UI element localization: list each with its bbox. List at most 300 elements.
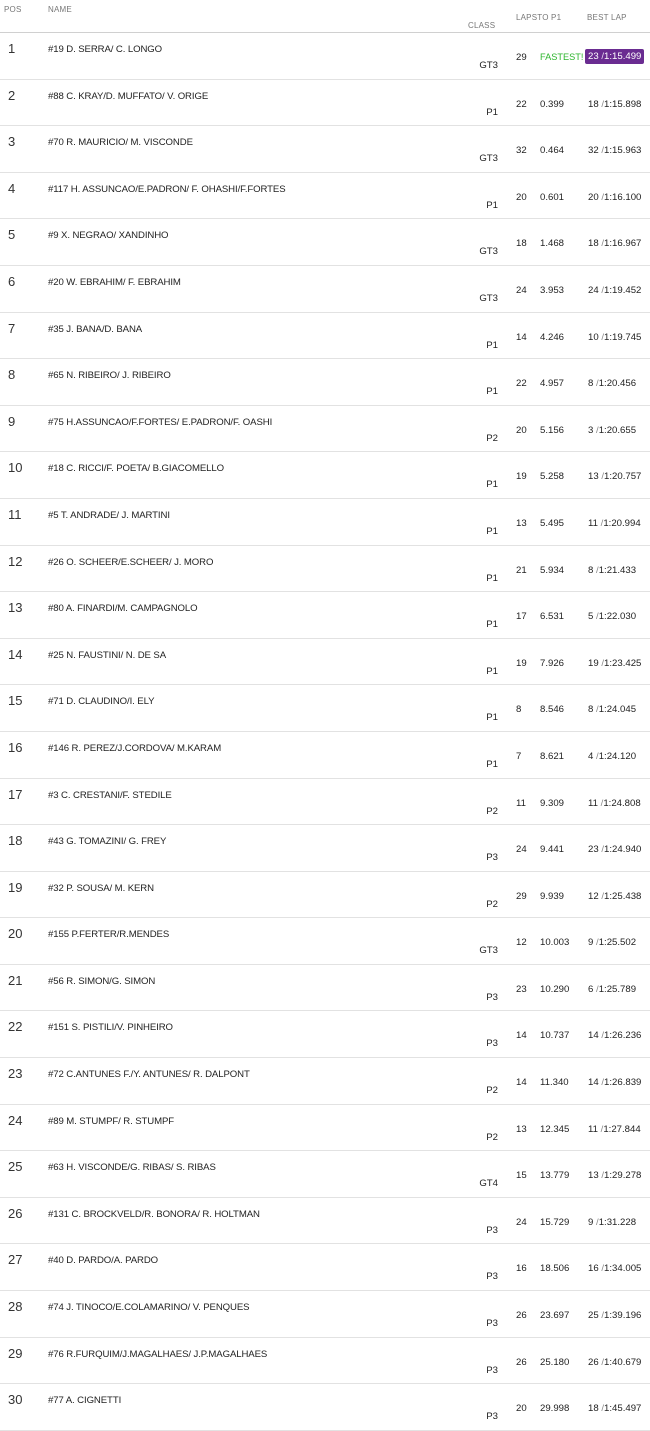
best-lap-time: 1:19.745 — [604, 331, 642, 343]
class-cell: P1 — [486, 339, 498, 351]
driver-names-cell: #32 P. SOUSA/ M. KERN — [48, 882, 154, 894]
best-lap-cell — [588, 518, 641, 529]
table-row[interactable] — [0, 313, 650, 360]
table-header — [0, 0, 650, 33]
best-lap-separator: / — [601, 657, 605, 669]
best-lap-number: 14 — [588, 1030, 599, 1042]
driver-names-cell: #74 J. TINOCO/E.COLAMARINO/ V. PENQUES — [48, 1302, 250, 1314]
best-lap-separator: / — [601, 238, 605, 250]
class-cell: P2 — [486, 1085, 498, 1097]
position-cell: 5 — [8, 227, 16, 243]
best-lap-separator: / — [601, 284, 605, 296]
best-lap-cell — [588, 1403, 641, 1414]
best-lap-number: 11 — [588, 517, 598, 529]
table-row[interactable] — [0, 219, 650, 266]
table-row[interactable] — [0, 685, 650, 732]
laps-cell: 14 — [516, 1030, 527, 1042]
best-lap-time: 1:20.994 — [603, 517, 641, 529]
laps-cell: 13 — [516, 517, 527, 529]
class-cell: P1 — [486, 106, 498, 118]
position-cell: 13 — [8, 600, 23, 616]
gap-to-p1-cell: 7.926 — [540, 657, 565, 669]
best-lap-number: 8 — [588, 704, 594, 716]
best-lap-separator: / — [601, 1403, 605, 1415]
class-cell: P2 — [486, 805, 498, 817]
table-row[interactable] — [0, 779, 650, 826]
driver-names-cell: #63 H. VISCONDE/G. RIBAS/ S. RIBAS — [48, 1162, 216, 1174]
best-lap-cell — [588, 1310, 641, 1321]
class-cell: P1 — [486, 712, 498, 724]
gap-to-p1-cell: 1.468 — [540, 238, 565, 250]
class-cell: P3 — [486, 1318, 498, 1330]
best-lap-cell — [588, 798, 641, 809]
laps-cell: 29 — [516, 52, 527, 63]
laps-cell: 20 — [516, 1403, 527, 1415]
best-lap-time: 1:24.940 — [604, 844, 642, 856]
class-cell: GT3 — [479, 246, 498, 258]
driver-names-cell: #40 D. PARDO/A. PARDO — [48, 1255, 159, 1267]
header-pos: POS — [4, 5, 22, 14]
gap-to-p1-cell: 5.258 — [540, 471, 565, 483]
best-lap-separator: / — [601, 51, 605, 62]
driver-names-cell: #20 W. EBRAHIM/ F. EBRAHIM — [48, 276, 181, 288]
table-row[interactable] — [0, 33, 650, 80]
best-lap-time: 1:20.655 — [598, 424, 637, 436]
best-lap-number: 12 — [588, 890, 599, 902]
laps-cell: 8 — [516, 704, 522, 716]
best-lap-separator: / — [596, 750, 599, 762]
best-lap-cell — [588, 1357, 641, 1368]
driver-names-cell: #18 C. RICCI/F. POETA/ B.GIACOMELLO — [48, 463, 224, 475]
class-cell: GT3 — [479, 945, 498, 957]
best-lap-cell — [588, 844, 641, 855]
best-lap-number: 23 — [588, 844, 599, 856]
table-row[interactable] — [0, 639, 650, 686]
table-row[interactable] — [0, 918, 650, 965]
best-lap-separator: / — [601, 1356, 605, 1368]
best-lap-time: 1:15.499 — [604, 51, 642, 62]
gap-to-p1-cell: 11.340 — [540, 1077, 569, 1089]
best-lap-time: 1:45.497 — [604, 1403, 642, 1415]
laps-cell: 22 — [516, 378, 527, 390]
gap-to-p1-cell: 15.729 — [540, 1216, 570, 1228]
class-cell: P2 — [486, 1131, 498, 1143]
table-body — [0, 33, 650, 1431]
best-lap-time: 1:21.433 — [598, 564, 637, 576]
driver-names-cell: #89 M. STUMPF/ R. STUMPF — [48, 1115, 175, 1127]
best-lap-number: 9 — [588, 937, 594, 949]
best-lap-number: 9 — [588, 1216, 594, 1228]
position-cell: 6 — [8, 273, 16, 289]
best-lap-time: 1:25.438 — [604, 890, 642, 902]
header-best-lap: BEST LAP — [587, 13, 627, 22]
position-cell: 30 — [8, 1392, 23, 1408]
gap-to-p1-cell: 18.506 — [540, 1263, 570, 1275]
best-lap-time: 1:15.898 — [604, 98, 642, 110]
best-lap-separator: / — [601, 1077, 605, 1089]
laps-cell: 20 — [516, 424, 527, 436]
best-lap-cell — [588, 937, 636, 948]
best-lap-time: 1:16.967 — [604, 238, 642, 250]
driver-names-cell: #88 C. KRAY/D. MUFFATO/ V. ORIGE — [48, 90, 209, 102]
class-cell: GT3 — [479, 292, 498, 304]
position-cell: 27 — [8, 1252, 23, 1268]
laps-cell: 24 — [516, 844, 527, 856]
best-lap-number: 11 — [588, 1123, 598, 1135]
driver-names-cell: #19 D. SERRA/ C. LONGO — [48, 44, 163, 55]
best-lap-separator: / — [596, 704, 599, 716]
best-lap-separator: / — [601, 145, 605, 157]
best-lap-separator: / — [601, 1263, 605, 1275]
best-lap-separator: / — [601, 191, 605, 203]
laps-cell: 7 — [516, 750, 522, 762]
table-row[interactable] — [0, 266, 650, 313]
best-lap-separator: / — [596, 611, 599, 623]
gap-to-p1-cell: 25.180 — [540, 1356, 570, 1368]
table-row[interactable] — [0, 732, 650, 779]
gap-to-p1-cell: 6.531 — [540, 611, 565, 623]
table-row[interactable] — [0, 872, 650, 919]
position-cell: 10 — [8, 460, 23, 476]
table-row[interactable] — [0, 452, 650, 499]
best-lap-number: 19 — [588, 657, 599, 669]
laps-cell: 29 — [516, 890, 527, 902]
laps-cell: 14 — [516, 1077, 527, 1089]
best-lap-number: 10 — [588, 331, 599, 343]
best-lap-cell — [588, 1217, 636, 1228]
header-laps-to-p1: LAPSTO P1 — [516, 13, 562, 22]
gap-to-p1-cell: 23.697 — [540, 1310, 570, 1322]
class-cell: P3 — [486, 1364, 498, 1376]
best-lap-number: 16 — [588, 1263, 599, 1275]
laps-cell: 19 — [516, 657, 527, 669]
laps-cell: 18 — [516, 238, 527, 250]
driver-names-cell: #3 C. CRESTANI/F. STEDILE — [48, 789, 172, 801]
driver-names-cell: #77 A. CIGNETTI — [48, 1395, 122, 1407]
header-class: CLASS — [468, 21, 496, 30]
best-lap-separator: / — [600, 1123, 604, 1135]
best-lap-cell — [588, 1124, 641, 1135]
best-lap-time: 1:20.456 — [598, 378, 637, 390]
laps-cell: 12 — [516, 937, 527, 949]
best-lap-time: 1:34.005 — [604, 1263, 642, 1275]
best-lap-number: 5 — [588, 611, 594, 623]
gap-to-p1-cell: 8.546 — [540, 704, 565, 716]
driver-names-cell: #5 T. ANDRADE/ J. MARTINI — [48, 509, 170, 521]
gap-to-p1-cell: 10.737 — [540, 1030, 570, 1042]
laps-cell: 32 — [516, 145, 527, 157]
best-lap-time: 1:40.679 — [604, 1356, 642, 1368]
table-row[interactable] — [0, 1244, 650, 1291]
best-lap-time: 1:24.120 — [598, 750, 637, 762]
gap-to-p1-cell: 10.003 — [540, 937, 570, 949]
laps-cell: 26 — [516, 1310, 527, 1322]
best-lap-time: 1:27.844 — [603, 1123, 641, 1135]
position-cell: 15 — [8, 693, 23, 709]
best-lap-cell — [588, 565, 636, 576]
table-row[interactable] — [0, 825, 650, 872]
driver-names-cell: #35 J. BANA/D. BANA — [48, 323, 143, 335]
best-lap-time: 1:26.839 — [604, 1077, 642, 1089]
table-row[interactable] — [0, 173, 650, 220]
driver-names-cell: #65 N. RIBEIRO/ J. RIBEIRO — [48, 370, 171, 382]
table-row[interactable] — [0, 406, 650, 453]
best-lap-cell — [588, 378, 636, 389]
laps-cell: 26 — [516, 1356, 527, 1368]
best-lap-time: 1:20.757 — [604, 471, 642, 483]
header-name: NAME — [48, 5, 72, 14]
position-cell: 21 — [8, 972, 23, 988]
laps-cell: 13 — [516, 1123, 527, 1135]
position-cell: 26 — [8, 1205, 23, 1221]
driver-names-cell: #146 R. PEREZ/J.CORDOVA/ M.KARAM — [48, 742, 222, 754]
gap-to-p1-cell: 0.601 — [540, 191, 565, 203]
best-lap-separator: / — [600, 517, 604, 529]
best-lap-number: 14 — [588, 1077, 599, 1089]
best-lap-cell — [588, 145, 641, 156]
driver-names-cell: #70 R. MAURICIO/ M. VISCONDE — [48, 137, 193, 149]
position-cell: 9 — [8, 413, 16, 429]
class-cell: P3 — [486, 1271, 498, 1283]
driver-names-cell: #76 R.FURQUIM/J.MAGALHAES/ J.P.MAGALHAES — [48, 1348, 268, 1360]
best-lap-cell — [588, 285, 641, 296]
best-lap-time: 1:24.808 — [603, 797, 641, 809]
gap-to-p1-cell: 9.441 — [540, 844, 565, 856]
best-lap-time: 1:16.100 — [604, 191, 642, 203]
gap-to-p1-cell: 4.957 — [540, 378, 565, 390]
class-cell: P1 — [486, 479, 498, 491]
table-row[interactable] — [0, 1291, 650, 1338]
position-cell: 18 — [8, 833, 23, 849]
position-cell: 8 — [8, 367, 16, 383]
best-lap-separator: / — [601, 331, 605, 343]
best-lap-time: 1:25.789 — [598, 983, 637, 995]
table-row[interactable] — [0, 1198, 650, 1245]
best-lap-number: 13 — [588, 1170, 599, 1182]
class-cell: GT4 — [479, 1178, 498, 1190]
position-cell: 11 — [8, 506, 22, 522]
position-cell: 1 — [8, 41, 16, 56]
best-lap-cell — [588, 1030, 641, 1041]
best-lap-time: 1:31.228 — [598, 1216, 637, 1228]
best-lap-cell — [588, 1263, 641, 1274]
class-cell: P1 — [486, 572, 498, 584]
table-row[interactable] — [0, 1338, 650, 1385]
position-cell: 16 — [8, 739, 23, 755]
class-cell: P2 — [486, 432, 498, 444]
best-lap-separator: / — [601, 890, 605, 902]
best-lap-separator: / — [601, 844, 605, 856]
driver-names-cell: #117 H. ASSUNCAO/E.PADRON/ F. OHASHI/F.FORTES — [48, 183, 286, 195]
class-cell: P1 — [486, 619, 498, 631]
best-lap-number: 25 — [588, 1310, 599, 1322]
fastest-badge: FASTEST! — [540, 52, 584, 62]
best-lap-number: 18 — [588, 238, 599, 250]
best-lap-number: 4 — [588, 750, 594, 762]
position-cell: 14 — [8, 646, 23, 662]
best-lap-cell — [588, 704, 636, 715]
best-lap-cell — [588, 891, 641, 902]
position-cell: 20 — [8, 926, 23, 942]
best-lap-cell — [588, 1170, 641, 1181]
best-lap-separator: / — [596, 1216, 599, 1228]
gap-to-p1-cell: 9.309 — [540, 797, 565, 809]
best-lap-time: 1:25.502 — [598, 937, 637, 949]
best-lap-time: 1:39.196 — [604, 1310, 642, 1322]
position-cell: 2 — [8, 87, 16, 103]
laps-cell: 24 — [516, 1216, 527, 1228]
gap-to-p1-cell: 5.156 — [540, 424, 565, 436]
best-lap-number: 13 — [588, 471, 599, 483]
driver-names-cell: #26 O. SCHEER/E.SCHEER/ J. MORO — [48, 556, 214, 568]
table-row[interactable] — [0, 965, 650, 1012]
class-cell: P1 — [486, 525, 498, 537]
position-cell: 29 — [8, 1345, 23, 1361]
position-cell: 24 — [8, 1112, 23, 1128]
table-row[interactable] — [0, 1058, 650, 1105]
best-lap-time: 1:24.045 — [598, 704, 637, 716]
driver-names-cell: #71 D. CLAUDINO/I. ELY — [48, 696, 155, 708]
position-cell: 7 — [8, 320, 16, 336]
laps-cell: 17 — [516, 611, 527, 623]
gap-to-p1-cell: 12.345 — [540, 1123, 570, 1135]
laps-cell: 14 — [516, 331, 527, 343]
gap-to-p1-cell: 10.290 — [540, 983, 570, 995]
table-row[interactable] — [0, 1384, 650, 1431]
best-lap-number: 18 — [588, 1403, 599, 1415]
best-lap-number: 26 — [588, 1356, 599, 1368]
best-lap-cell — [585, 49, 644, 64]
table-row[interactable] — [0, 592, 650, 639]
laps-cell: 21 — [516, 564, 527, 576]
best-lap-time: 1:29.278 — [604, 1170, 642, 1182]
best-lap-number: 6 — [588, 983, 594, 995]
class-cell: P3 — [486, 852, 498, 864]
position-cell: 25 — [8, 1159, 23, 1175]
table-row[interactable] — [0, 126, 650, 173]
position-cell: 23 — [8, 1066, 23, 1082]
driver-names-cell: #75 H.ASSUNCAO/F.FORTES/ E.PADRON/F. OASHI — [48, 416, 273, 428]
position-cell: 17 — [8, 786, 23, 802]
best-lap-cell — [588, 425, 636, 436]
best-lap-time: 1:22.030 — [598, 611, 637, 623]
best-lap-cell — [588, 471, 641, 482]
table-row[interactable] — [0, 359, 650, 406]
class-cell: P3 — [486, 1038, 498, 1050]
best-lap-number: 20 — [588, 191, 599, 203]
gap-to-p1-cell: 0.464 — [540, 145, 565, 157]
best-lap-cell — [588, 658, 641, 669]
best-lap-number: 8 — [588, 564, 594, 576]
best-lap-number: 18 — [588, 98, 599, 110]
best-lap-cell — [588, 611, 636, 622]
position-cell: 19 — [8, 879, 23, 895]
best-lap-cell — [588, 192, 641, 203]
best-lap-number: 32 — [588, 145, 599, 157]
gap-to-p1-cell: 3.953 — [540, 284, 565, 296]
driver-names-cell: #72 C.ANTUNES F./Y. ANTUNES/ R. DALPONT — [48, 1069, 250, 1081]
best-lap-time: 1:26.236 — [604, 1030, 642, 1042]
best-lap-separator: / — [601, 1170, 605, 1182]
best-lap-cell — [588, 238, 641, 249]
best-lap-cell — [588, 751, 636, 762]
laps-cell: 16 — [516, 1263, 527, 1275]
class-cell: P1 — [486, 758, 498, 770]
class-cell: P3 — [486, 1411, 498, 1423]
class-cell: P3 — [486, 991, 498, 1003]
best-lap-separator: / — [601, 1310, 605, 1322]
position-cell: 4 — [8, 180, 16, 196]
gap-to-p1-cell: 13.779 — [540, 1170, 570, 1182]
position-cell: 22 — [8, 1019, 23, 1035]
best-lap-separator: / — [596, 983, 599, 995]
best-lap-time: 1:23.425 — [604, 657, 642, 669]
table-row[interactable] — [0, 499, 650, 546]
gap-to-p1-cell: 29.998 — [540, 1403, 570, 1415]
class-cell: P1 — [486, 386, 498, 398]
driver-names-cell: #131 C. BROCKVELD/R. BONORA/ R. HOLTMAN — [48, 1208, 260, 1220]
best-lap-cell — [588, 332, 641, 343]
position-cell: 3 — [8, 134, 16, 150]
driver-names-cell: #80 A. FINARDI/M. CAMPAGNOLO — [48, 603, 198, 615]
best-lap-cell — [588, 1077, 641, 1088]
laps-cell: 22 — [516, 98, 527, 110]
best-lap-number: 24 — [588, 284, 599, 296]
class-cell: GT3 — [479, 153, 498, 165]
best-lap-separator: / — [596, 424, 599, 436]
best-lap-number: 11 — [588, 797, 598, 809]
driver-names-cell: #43 G. TOMAZINI/ G. FREY — [48, 836, 167, 848]
class-cell: P1 — [486, 665, 498, 677]
best-lap-separator: / — [601, 1030, 605, 1042]
laps-cell: 20 — [516, 191, 527, 203]
table-row[interactable] — [0, 1011, 650, 1058]
table-row[interactable] — [0, 1105, 650, 1152]
table-row[interactable] — [0, 1151, 650, 1198]
best-lap-separator: / — [596, 564, 599, 576]
laps-cell: 11 — [516, 797, 526, 809]
driver-names-cell: #151 S. PISTILI/V. PINHEIRO — [48, 1022, 173, 1034]
best-lap-separator: / — [596, 937, 599, 949]
table-row[interactable] — [0, 80, 650, 127]
best-lap-time: 1:19.452 — [604, 284, 642, 296]
class-cell: P1 — [486, 199, 498, 211]
driver-names-cell: #56 R. SIMON/G. SIMON — [48, 975, 156, 987]
class-cell: GT3 — [479, 60, 498, 71]
class-cell: P2 — [486, 898, 498, 910]
table-row[interactable] — [0, 546, 650, 593]
position-cell: 28 — [8, 1299, 23, 1315]
gap-to-p1-cell: 0.399 — [540, 98, 565, 110]
laps-cell: 19 — [516, 471, 527, 483]
laps-cell: 15 — [516, 1170, 527, 1182]
gap-to-p1-cell: 8.621 — [540, 750, 565, 762]
gap-to-p1-cell: 9.939 — [540, 890, 565, 902]
class-cell: P3 — [486, 1224, 498, 1236]
laps-cell: 24 — [516, 284, 527, 296]
best-lap-number: 3 — [588, 424, 594, 436]
laps-cell: 23 — [516, 983, 527, 995]
driver-names-cell: #25 N. FAUSTINI/ N. DE SA — [48, 649, 166, 661]
best-lap-cell — [588, 99, 641, 110]
best-lap-separator: / — [600, 797, 604, 809]
position-cell: 12 — [8, 553, 23, 569]
gap-to-p1-cell: 5.934 — [540, 564, 565, 576]
best-lap-number: 8 — [588, 378, 594, 390]
gap-to-p1-cell: 5.495 — [540, 517, 565, 529]
best-lap-separator: / — [601, 471, 605, 483]
driver-names-cell: #9 X. NEGRAO/ XANDINHO — [48, 230, 169, 242]
